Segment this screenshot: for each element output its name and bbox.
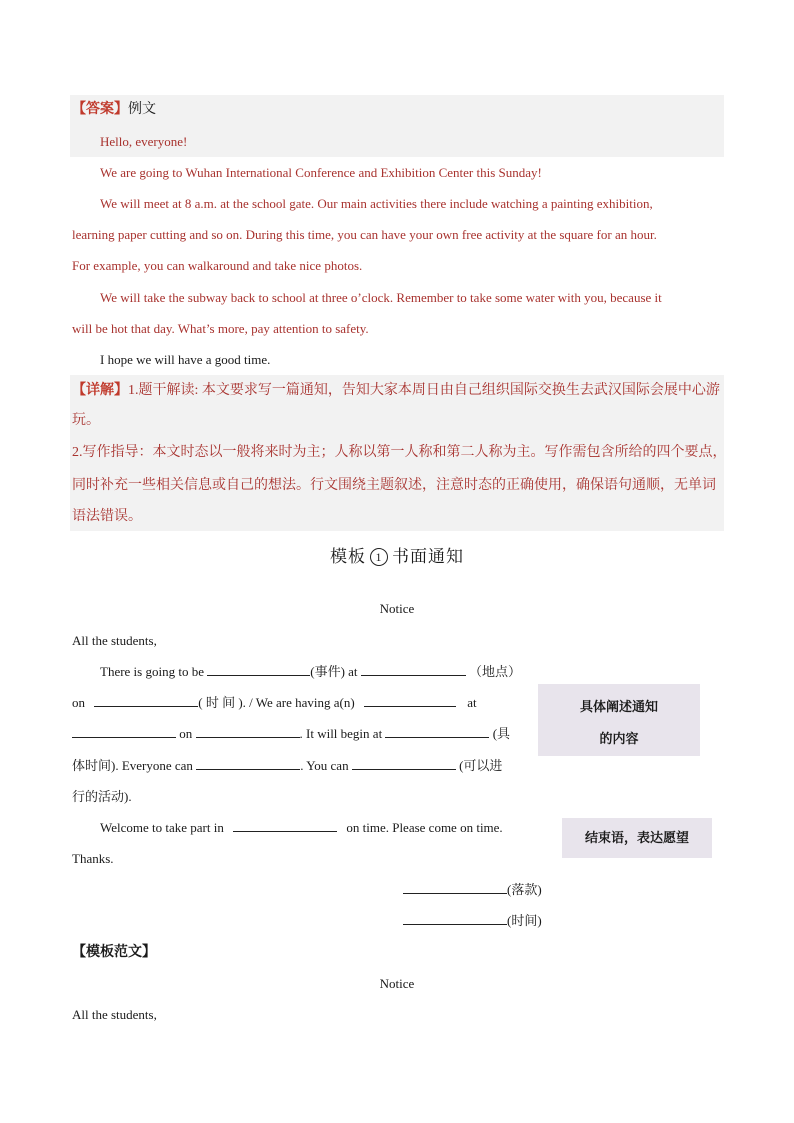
event-blank[interactable] [207,663,310,676]
content-note-line-1: 具体阐述通知 [579,699,658,714]
detail-tag: 【详解】 [72,383,128,398]
place-blank-2[interactable] [72,725,176,738]
template-row-5: 行的活动). [72,789,132,804]
detail-line-3: 2.写作指导：本文时态以一般将来时为主；人称以第一人称和第二人称为主。写作需包含所给的四个要点， [72,445,727,460]
detail-text-1: 1.题干解读: 本文要求写一篇通知，告知大家本周日由自己组织国际交换生去武汉国际会展中心游 [128,383,720,398]
answer-paragraph-3-line-2: will be hot that day. What’s more, pay attention to safety. [72,321,369,336]
row1-text-a: There is going to be [100,664,204,679]
content-note-box [538,684,700,756]
notice-heading: Notice [379,601,415,616]
place-blank[interactable] [361,663,466,676]
signature-label: (落款) [507,882,542,897]
answer-paragraph-2-line-2: learning paper cutting and so on. During this time, you can have your own free activity at the square for an hour. [72,227,657,242]
answer-paragraph-3-line-1: We will take the subway back to school at three o’clock. Remember to take some water with you, because it [100,290,662,305]
row3-text-c: (具 [492,726,511,741]
template-title-suffix: 书面通知 [392,547,464,566]
template-row-1 [100,663,521,681]
answer-paragraph-2-line-3: For example, you can walkaround and take nice photos. [72,258,363,273]
detail-line-1 [72,382,720,400]
template-thanks: Thanks. [72,851,114,866]
signature-blank[interactable] [403,881,507,894]
detail-line-4: 同时补充一些相关信息或自己的想法。行文围绕主题叙述，注意时态的正确使用，确保语句通顺，无单词 [72,478,716,493]
sample-salutation: All the students, [72,1007,157,1022]
closing-note-text: 结束语，表达愿望 [584,830,689,845]
row3-text-b: . It will begin at [299,726,383,741]
row3-text-a: on [179,726,193,741]
take-part-blank[interactable] [233,819,337,832]
answer-greeting: Hello, everyone! [100,134,188,149]
answer-paragraph-1: We are going to Wuhan International Conference and Exhibition Center this Sunday! [100,165,542,180]
row2-text-c: at [467,695,477,710]
row1-text-b: (事件) at [310,664,358,679]
template-signature [403,881,542,899]
date-blank[interactable] [94,694,198,707]
template-row-2 [72,694,477,712]
date-blank-2[interactable] [196,725,300,738]
answer-paragraph-2-line-1: We will meet at 8 a.m. at the school gate. Our main activities there include watching a painting exhibition, [100,196,653,211]
template-row-4 [72,757,502,775]
you-can-blank[interactable] [352,757,456,770]
content-note-line-2: 的内容 [599,731,639,746]
row2-text-b: ( 时 间 ). / We are having a(n) [198,695,355,710]
everyone-can-blank[interactable] [196,757,300,770]
template-row-3 [72,725,510,743]
row1-text-c: （地点） [469,664,522,679]
row6-text-b: on time. Please come on time. [346,820,503,835]
template-date [403,912,542,930]
date-sign-label: (时间) [507,913,542,928]
date-sign-blank[interactable] [403,912,507,925]
row4-text-a: 体时间). Everyone can [72,758,193,773]
answer-label: 例文 [128,102,156,117]
template-salutation: All the students, [72,633,157,648]
row4-text-c: (可以进 [459,758,503,773]
detail-line-2: 玩。 [72,413,100,428]
row6-text-a: Welcome to take part in [100,820,224,835]
detail-line-5: 语法错误。 [72,509,142,524]
number-circle-icon: 1 [370,548,388,566]
sample-notice-heading: Notice [379,976,415,991]
template-row-6 [100,819,503,837]
activity-blank[interactable] [364,694,456,707]
template-title [0,542,794,567]
template-title-prefix: 模板 [330,547,366,566]
time-blank[interactable] [385,725,489,738]
closing-note-box [562,818,712,858]
row4-text-b: . You can [300,758,349,773]
answer-heading [72,101,156,119]
answer-tag: 【答案】 [72,102,128,117]
row2-text-a: on [72,695,85,710]
sample-tag: 【模板范文】 [72,945,156,960]
answer-paragraph-4: I hope we will have a good time. [100,352,271,367]
